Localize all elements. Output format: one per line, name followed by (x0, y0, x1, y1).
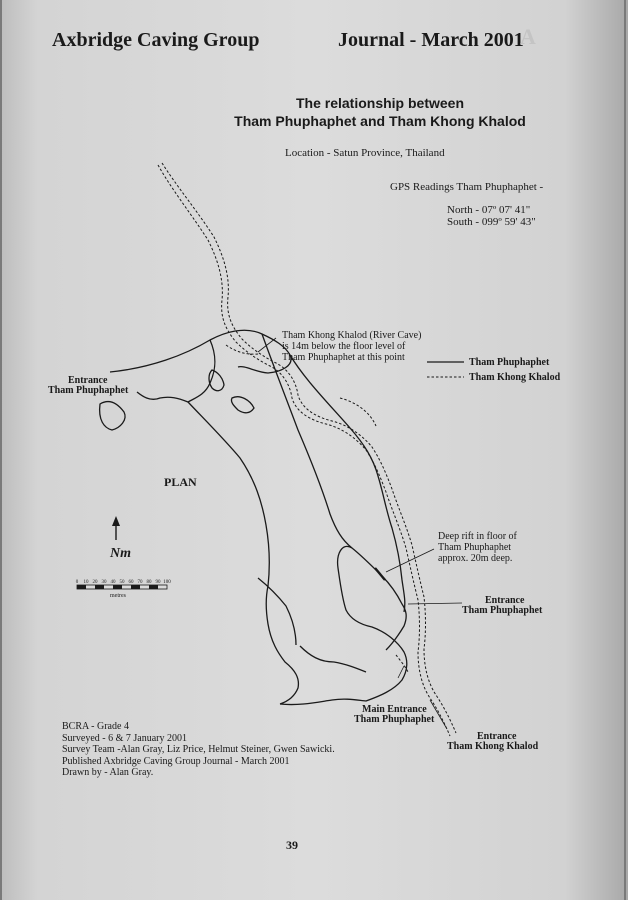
label-entrance-right-1: Entrance (485, 595, 525, 606)
label-entrance-khalod-1: Entrance (477, 731, 517, 742)
header-journal-date: Journal - March 2001 (338, 29, 524, 51)
location-text: Location - Satun Province, Thailand (285, 147, 445, 159)
credit-published: Published Axbridge Caving Group Journal - March 2001 (62, 755, 290, 767)
scale-tick: 0 (75, 580, 79, 585)
north-magnetic-label: Nm (110, 546, 131, 561)
label-deep-rift-1: Deep rift in floor of (438, 531, 517, 542)
scale-tick: 80 (146, 580, 152, 585)
label-river-cave-1: Tham Khong Khalod (River Cave) (282, 330, 422, 341)
scale-tick: 40 (110, 580, 116, 585)
header-group-name: Axbridge Caving Group (52, 29, 260, 51)
scale-tick: 70 (137, 580, 143, 585)
credit-team: Survey Team -Alan Gray, Liz Price, Helmut Steiner, Gwen Sawicki. (62, 744, 335, 755)
credit-grade: BCRA - Grade 4 (62, 721, 129, 732)
label-main-entrance-1: Main Entrance (362, 704, 427, 715)
label-entrance-left-1: Entrance (68, 375, 108, 386)
scale-tick: 90 (155, 580, 161, 585)
survey-credits (62, 721, 335, 779)
bleed-through-text: A (520, 24, 536, 49)
label-main-entrance-2: Tham Phuphaphet (354, 714, 435, 725)
label-deep-rift-2: Tham Phuphaphet (438, 542, 512, 553)
scale-tick: 30 (101, 580, 107, 585)
scale-tick: 20 (92, 580, 98, 585)
label-river-cave-2: is 14m below the floor level of (282, 341, 406, 352)
label-deep-rift-3: approx. 20m deep. (438, 553, 513, 564)
legend-dashed-label: Tham Khong Khalod (469, 372, 561, 383)
scale-bar (76, 580, 172, 599)
gps-label: GPS Readings Tham Phuphaphet - (390, 181, 544, 193)
label-river-cave-3: Tham Phuphaphet at this point (282, 352, 405, 363)
label-entrance-khalod-2: Tham Khong Khalod (447, 741, 539, 752)
page-number: 39 (286, 838, 298, 852)
label-entrance-left-2: Tham Phuphaphet (48, 385, 129, 396)
tham-khong-khalod-passage (155, 163, 456, 736)
gps-north: North - 07º 07' 41" (447, 204, 531, 216)
tham-phuphaphet-passage (100, 330, 407, 704)
scale-tick: 10 (83, 580, 89, 585)
plan-label: PLAN (164, 475, 197, 489)
gps-south: South - 099º 59' 43" (447, 216, 536, 228)
map-title-line2: Tham Phuphaphet and Tham Khong Khalod (234, 113, 526, 129)
credit-drawn: Drawn by - Alan Gray. (62, 767, 154, 778)
scale-tick: 50 (119, 580, 125, 585)
scale-unit: metres (110, 593, 126, 599)
scale-tick: 60 (128, 580, 134, 585)
north-arrow-icon (112, 516, 120, 540)
legend-solid-label: Tham Phuphaphet (469, 357, 550, 368)
credit-surveyed: Surveyed - 6 & 7 January 2001 (62, 732, 187, 744)
scale-tick: 100 (163, 580, 171, 585)
map-title-line1: The relationship between (295, 95, 465, 111)
label-entrance-right-2: Tham Phuphaphet (462, 605, 543, 616)
